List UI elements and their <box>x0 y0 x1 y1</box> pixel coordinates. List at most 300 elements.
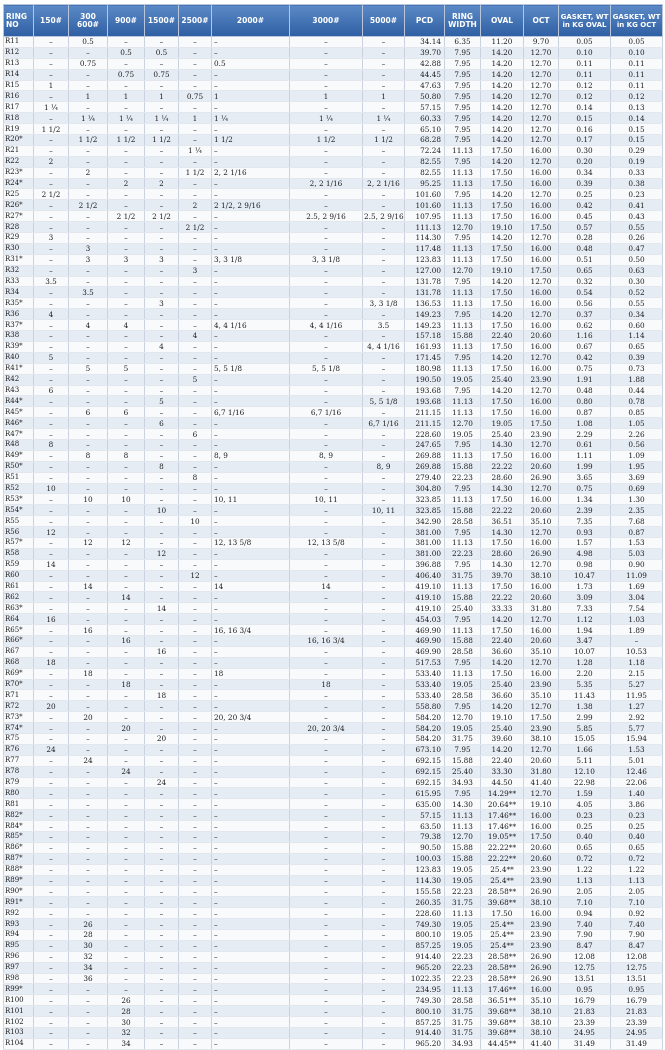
cell-oct: 23.90 <box>524 930 559 941</box>
cell-oct: 16.00 <box>524 625 559 636</box>
cell-class-2500: – <box>179 908 212 919</box>
cell-ring-width: 31.75 <box>445 1017 481 1028</box>
cell-oct: 38.10 <box>524 897 559 908</box>
cell-gasket-wt-oval: 0.20 <box>559 156 611 167</box>
cell-class-900: 4 <box>108 320 145 331</box>
cell-gasket-wt-oval: 0.40 <box>559 832 611 843</box>
cell-ring-no: R56 <box>4 527 34 538</box>
cell-pcd: 635.00 <box>405 799 445 810</box>
cell-gasket-wt-oct: 23.39 <box>611 1017 663 1028</box>
cell-class-5000: – <box>363 962 405 973</box>
cell-class-5000: – <box>363 995 405 1006</box>
cell-ring-no: R80 <box>4 788 34 799</box>
cell-class-5000: – <box>363 679 405 690</box>
cell-class-5000: – <box>363 592 405 603</box>
cell-gasket-wt-oct: 1.30 <box>611 494 663 505</box>
cell-class-3000: – <box>290 429 363 440</box>
cell-class-3000: 16, 16 3/4 <box>290 635 363 646</box>
cell-oval: 17.50 <box>481 625 524 636</box>
cell-class-900: – <box>108 886 145 897</box>
cell-class-150: – <box>34 287 69 298</box>
cell-class-3000: – <box>290 668 363 679</box>
cell-class-5000: – <box>363 37 405 48</box>
cell-gasket-wt-oct: 0.65 <box>611 842 663 853</box>
cell-ring-width: 7.95 <box>445 124 481 135</box>
cell-class-3000: – <box>290 930 363 941</box>
cell-class-300-600: – <box>69 418 108 429</box>
cell-class-2000: – <box>212 592 290 603</box>
cell-ring-no: R79 <box>4 777 34 788</box>
cell-oval: 14.20 <box>481 91 524 102</box>
cell-class-5000: – <box>363 243 405 254</box>
cell-pcd: 50.80 <box>405 91 445 102</box>
cell-class-900: – <box>108 734 145 745</box>
cell-class-1500: – <box>145 516 179 527</box>
cell-pcd: 406.40 <box>405 570 445 581</box>
cell-oval: 14.20 <box>481 352 524 363</box>
cell-ring-width: 7.95 <box>445 69 481 80</box>
table-row <box>4 135 663 146</box>
cell-class-150: – <box>34 178 69 189</box>
table-row <box>4 309 663 320</box>
cell-class-300-600: – <box>69 1038 108 1049</box>
table-row <box>4 625 663 636</box>
cell-oval: 17.50 <box>481 243 524 254</box>
cell-ring-no: R13 <box>4 58 34 69</box>
cell-pcd: 469.90 <box>405 646 445 657</box>
cell-oval: 28.58** <box>481 886 524 897</box>
cell-class-5000: – <box>363 864 405 875</box>
cell-class-5000: – <box>363 222 405 233</box>
cell-class-300-600: – <box>69 505 108 516</box>
cell-class-5000: – <box>363 930 405 941</box>
cell-gasket-wt-oval: 1.99 <box>559 461 611 472</box>
cell-class-2500: – <box>179 341 212 352</box>
cell-oval: 25.40 <box>481 429 524 440</box>
cell-class-5000: 2.5, 2 9/16 <box>364 211 404 221</box>
cell-gasket-wt-oval: 0.25 <box>559 189 611 200</box>
cell-class-150: – <box>34 494 69 505</box>
cell-class-900: 12 <box>108 537 145 548</box>
cell-class-3000: – <box>290 832 363 843</box>
cell-oval: 17.50 <box>481 341 524 352</box>
cell-class-150: – <box>34 407 69 418</box>
cell-class-2000: – <box>212 276 290 287</box>
cell-class-3000: – <box>290 875 363 886</box>
cell-oct: 12.70 <box>524 744 559 755</box>
cell-class-900: – <box>108 483 145 494</box>
cell-oct: 23.90 <box>524 919 559 930</box>
cell-ring-no: R62 <box>4 592 34 603</box>
cell-class-300-600: – <box>69 723 108 734</box>
cell-pcd: 44.45 <box>405 69 445 80</box>
cell-class-5000: – <box>363 603 405 614</box>
cell-class-900: 1 ¼ <box>108 113 145 124</box>
cell-oct: 17.50 <box>524 712 559 723</box>
cell-pcd: 100.03 <box>405 853 445 864</box>
cell-class-300-600: – <box>69 995 108 1006</box>
cell-pcd: 323.85 <box>405 494 445 505</box>
cell-class-900: – <box>108 755 145 766</box>
cell-class-3000: – <box>290 233 363 244</box>
cell-oct: 12.70 <box>524 47 559 58</box>
cell-class-1500: – <box>145 243 179 254</box>
cell-ring-no: R27* <box>4 211 34 222</box>
cell-class-2000: – <box>212 973 290 984</box>
cell-class-2500: – <box>179 614 212 625</box>
cell-pcd: 269.88 <box>405 450 445 461</box>
cell-class-150: 8 <box>34 439 69 450</box>
cell-oct: 12.70 <box>524 135 559 146</box>
cell-class-5000: – <box>363 712 405 723</box>
cell-ring-width: 7.95 <box>445 113 481 124</box>
cell-class-2000: – <box>212 821 290 832</box>
cell-class-900: – <box>108 919 145 930</box>
cell-ring-width: 19.05 <box>445 374 481 385</box>
cell-ring-no: R84* <box>4 821 34 832</box>
cell-gasket-wt-oval: 2.20 <box>559 668 611 679</box>
cell-class-300-600: – <box>69 385 108 396</box>
cell-class-2500: – <box>179 919 212 930</box>
cell-class-3000: – <box>290 799 363 810</box>
cell-ring-width: 6.35 <box>445 37 481 48</box>
cell-gasket-wt-oval: 1.94 <box>559 625 611 636</box>
cell-gasket-wt-oval: 0.34 <box>559 167 611 178</box>
cell-ring-no: R48 <box>4 439 34 450</box>
cell-gasket-wt-oval: 2.05 <box>559 886 611 897</box>
cell-class-3000: – <box>290 58 363 69</box>
cell-class-150: – <box>34 113 69 124</box>
cell-class-2500: – <box>179 723 212 734</box>
cell-class-300-600: – <box>69 908 108 919</box>
cell-ring-no: R22 <box>4 156 34 167</box>
cell-gasket-wt-oval: 0.28 <box>559 233 611 244</box>
cell-class-300-600: – <box>69 853 108 864</box>
cell-class-2000: – <box>212 690 290 701</box>
cell-gasket-wt-oct: 1.13 <box>611 875 663 886</box>
cell-class-3000: – <box>290 1006 363 1017</box>
header-2500: 2500# <box>179 5 212 37</box>
cell-class-2000: – <box>212 472 290 483</box>
cell-class-300-600: – <box>69 592 108 603</box>
cell-class-3000: – <box>290 37 363 48</box>
cell-ring-no: R99* <box>4 984 34 995</box>
cell-ring-no: R77 <box>4 755 34 766</box>
cell-class-1500: – <box>145 668 179 679</box>
cell-pcd: 101.60 <box>405 189 445 200</box>
cell-class-300-600: – <box>69 701 108 712</box>
cell-oval: 19.10 <box>481 222 524 233</box>
cell-class-1500: – <box>145 537 179 548</box>
cell-ring-width: 15.88 <box>445 331 481 342</box>
table-row <box>4 124 663 135</box>
cell-class-300-600: – <box>69 178 108 189</box>
cell-class-2500: – <box>179 396 212 407</box>
cell-class-900: – <box>108 222 145 233</box>
cell-gasket-wt-oval: 0.23 <box>559 810 611 821</box>
cell-gasket-wt-oval: 0.17 <box>559 135 611 146</box>
cell-class-1500: 10 <box>145 505 179 516</box>
cell-gasket-wt-oval: 0.12 <box>559 80 611 91</box>
cell-class-900: – <box>108 265 145 276</box>
table-row <box>4 58 663 69</box>
cell-oval: 44.45** <box>481 1038 524 1049</box>
cell-ring-no: R30 <box>4 243 34 254</box>
cell-class-2000: – <box>212 755 290 766</box>
cell-class-5000: – <box>363 951 405 962</box>
cell-oct: 12.70 <box>524 657 559 668</box>
cell-class-300-600: – <box>69 211 108 222</box>
header-1500: 1500# <box>145 5 179 37</box>
cell-ring-width: 14.30 <box>445 799 481 810</box>
cell-pcd: 117.48 <box>405 243 445 254</box>
cell-ring-width: 11.13 <box>445 200 481 211</box>
cell-oval: 22.22** <box>481 842 524 853</box>
cell-ring-no: R11 <box>4 37 34 48</box>
cell-class-2000: – <box>212 864 290 875</box>
cell-class-2500: – <box>179 973 212 984</box>
cell-ring-no: R35* <box>4 298 34 309</box>
cell-class-5000: – <box>363 331 405 342</box>
cell-oval: 19.10 <box>481 712 524 723</box>
cell-ring-no: R12 <box>4 47 34 58</box>
cell-pcd: 914.40 <box>405 1028 445 1039</box>
cell-gasket-wt-oct: 0.87 <box>611 527 663 538</box>
cell-oct: 20.60 <box>524 755 559 766</box>
cell-class-900: 30 <box>108 1017 145 1028</box>
cell-class-2000: – <box>212 47 290 58</box>
cell-ring-width: 7.95 <box>445 352 481 363</box>
cell-gasket-wt-oval: 4.98 <box>559 548 611 559</box>
cell-ring-no: R67 <box>4 646 34 657</box>
cell-ring-width: 11.13 <box>445 984 481 995</box>
cell-class-5000: – <box>363 821 405 832</box>
cell-class-2000: – <box>212 461 290 472</box>
cell-gasket-wt-oct: 0.92 <box>611 908 663 919</box>
cell-pcd: 47.63 <box>405 80 445 91</box>
table-row <box>4 1017 663 1028</box>
cell-gasket-wt-oct: 0.39 <box>611 352 663 363</box>
cell-class-300-600: – <box>69 842 108 853</box>
cell-class-150: – <box>34 712 69 723</box>
cell-class-2500: – <box>179 37 212 48</box>
cell-gasket-wt-oct: 10.53 <box>611 646 663 657</box>
cell-class-150: – <box>34 668 69 679</box>
cell-class-2000: – <box>212 418 290 429</box>
cell-class-1500: – <box>145 189 179 200</box>
cell-class-2000: – <box>212 886 290 897</box>
cell-class-2000: – <box>212 908 290 919</box>
cell-class-150: – <box>34 418 69 429</box>
cell-class-3000: – <box>290 222 363 233</box>
ring-joint-gasket-table <box>3 4 663 1050</box>
cell-ring-width: 19.05 <box>445 875 481 886</box>
table-row <box>4 450 663 461</box>
cell-ring-no: R41* <box>4 363 34 374</box>
cell-class-300-600: 3.5 <box>69 287 108 298</box>
cell-class-2500: – <box>179 407 212 418</box>
cell-class-900: 0.5 <box>108 47 145 58</box>
cell-class-150: – <box>34 548 69 559</box>
cell-oct: 16.00 <box>524 821 559 832</box>
cell-class-1500: – <box>145 842 179 853</box>
cell-class-1500: – <box>145 309 179 320</box>
cell-class-5000: – <box>363 614 405 625</box>
cell-ring-width: 11.13 <box>445 668 481 679</box>
cell-class-5000: – <box>363 80 405 91</box>
cell-gasket-wt-oval: 2.29 <box>559 429 611 440</box>
cell-gasket-wt-oct: 1.03 <box>611 614 663 625</box>
cell-gasket-wt-oct: 0.41 <box>611 200 663 211</box>
cell-class-2000: – <box>212 875 290 886</box>
cell-class-2500: – <box>179 537 212 548</box>
table-row <box>4 766 663 777</box>
cell-oct: 41.40 <box>524 777 559 788</box>
cell-gasket-wt-oval: 31.49 <box>559 1038 611 1049</box>
cell-pcd: 136.53 <box>405 298 445 309</box>
cell-gasket-wt-oct: 7.90 <box>611 930 663 941</box>
cell-pcd: 584.20 <box>405 712 445 723</box>
cell-class-3000: 2, 2 1/16 <box>290 178 363 189</box>
cell-class-900: – <box>108 461 145 472</box>
cell-class-3000: – <box>290 47 363 58</box>
cell-class-900: – <box>108 603 145 614</box>
cell-gasket-wt-oct: 1.14 <box>611 331 663 342</box>
cell-class-150: – <box>34 897 69 908</box>
cell-oct: 12.70 <box>524 91 559 102</box>
cell-gasket-wt-oval: 4.05 <box>559 799 611 810</box>
cell-gasket-wt-oval: 0.45 <box>559 211 611 222</box>
cell-class-3000: – <box>290 940 363 951</box>
cell-class-5000: – <box>363 973 405 984</box>
cell-pcd: 749.30 <box>405 995 445 1006</box>
cell-gasket-wt-oval: 0.48 <box>559 243 611 254</box>
cell-ring-no: R98 <box>4 973 34 984</box>
cell-pcd: 68.28 <box>405 135 445 146</box>
cell-ring-no: R23* <box>4 167 34 178</box>
cell-class-2500: – <box>179 581 212 592</box>
cell-gasket-wt-oct: 7.40 <box>611 919 663 930</box>
cell-gasket-wt-oct: 3.04 <box>611 592 663 603</box>
table-row <box>4 810 663 821</box>
cell-class-3000: 1 1/2 <box>290 135 363 146</box>
cell-class-150: 16 <box>34 614 69 625</box>
cell-class-2000: – <box>212 940 290 951</box>
cell-class-300-600: 20 <box>69 712 108 723</box>
cell-gasket-wt-oval: 1.22 <box>559 864 611 875</box>
cell-class-2000: – <box>212 156 290 167</box>
cell-class-2000: – <box>212 233 290 244</box>
cell-gasket-wt-oct: 0.12 <box>611 91 663 102</box>
cell-class-1500: – <box>145 581 179 592</box>
cell-oct: 16.00 <box>524 363 559 374</box>
cell-oct: 12.70 <box>524 527 559 538</box>
cell-gasket-wt-oct: 0.47 <box>611 243 663 254</box>
cell-class-2000: – <box>212 145 290 156</box>
cell-ring-no: R44* <box>4 396 34 407</box>
cell-ring-width: 19.05 <box>445 930 481 941</box>
cell-class-150: – <box>34 211 69 222</box>
cell-class-2500: – <box>179 58 212 69</box>
header-oval: OVAL <box>481 5 524 37</box>
cell-class-300-600: – <box>69 875 108 886</box>
cell-class-2000: – <box>212 1017 290 1028</box>
cell-class-2000: – <box>212 243 290 254</box>
cell-ring-width: 7.95 <box>445 80 481 91</box>
cell-class-300-600: – <box>69 788 108 799</box>
cell-gasket-wt-oct: 0.90 <box>611 559 663 570</box>
cell-class-3000: – <box>290 919 363 930</box>
cell-class-2000: – <box>212 777 290 788</box>
cell-class-150: – <box>34 1028 69 1039</box>
cell-ring-no: R40 <box>4 352 34 363</box>
cell-gasket-wt-oval: 21.83 <box>559 1006 611 1017</box>
cell-class-5000: 1 1/2 <box>363 135 405 146</box>
cell-oval: 14.20 <box>481 113 524 124</box>
cell-class-2000: 18 <box>212 668 290 679</box>
cell-gasket-wt-oct: 3.69 <box>611 472 663 483</box>
cell-oval: 22.22 <box>481 592 524 603</box>
cell-gasket-wt-oct: 0.19 <box>611 156 663 167</box>
cell-class-2000: – <box>212 766 290 777</box>
cell-class-5000: 5, 5 1/8 <box>363 396 405 407</box>
cell-class-300-600: – <box>69 429 108 440</box>
cell-ring-width: 19.05 <box>445 864 481 875</box>
cell-class-5000: – <box>363 842 405 853</box>
cell-pcd: 107.95 <box>405 211 445 222</box>
cell-ring-width: 15.88 <box>445 592 481 603</box>
cell-class-5000: – <box>363 832 405 843</box>
cell-oval: 17.50 <box>481 320 524 331</box>
cell-oval: 17.50 <box>481 211 524 222</box>
cell-gasket-wt-oval: 1.12 <box>559 614 611 625</box>
cell-oct: 23.90 <box>524 875 559 886</box>
cell-gasket-wt-oval: 0.11 <box>559 58 611 69</box>
cell-class-2500: – <box>179 788 212 799</box>
cell-pcd: 749.30 <box>405 919 445 930</box>
cell-oct: 20.60 <box>524 331 559 342</box>
cell-oct: 38.10 <box>524 1017 559 1028</box>
cell-gasket-wt-oval: 0.94 <box>559 908 611 919</box>
cell-class-1500: 14 <box>145 603 179 614</box>
cell-oval: 14.20 <box>481 58 524 69</box>
cell-class-300-600: – <box>69 646 108 657</box>
cell-class-5000: – <box>363 233 405 244</box>
header-gasket-wt-oct: GASKET, WT in KG OCT <box>611 5 663 37</box>
cell-ring-width: 15.88 <box>445 635 481 646</box>
cell-class-2000: – <box>212 189 290 200</box>
cell-ring-width: 15.88 <box>445 461 481 472</box>
cell-pcd: 193.68 <box>405 385 445 396</box>
cell-ring-no: R76 <box>4 744 34 755</box>
cell-class-900: 28 <box>108 1006 145 1017</box>
cell-gasket-wt-oct: 0.13 <box>611 102 663 113</box>
cell-pcd: 111.13 <box>405 222 445 233</box>
cell-gasket-wt-oval: 1.59 <box>559 788 611 799</box>
cell-class-2000: 12, 13 5/8 <box>212 537 290 548</box>
cell-class-1500: 1 ¼ <box>145 113 179 124</box>
cell-class-2000: – <box>212 396 290 407</box>
cell-class-5000: – <box>363 483 405 494</box>
cell-class-1500: – <box>145 222 179 233</box>
cell-class-1500: – <box>145 1006 179 1017</box>
cell-class-150: – <box>34 222 69 233</box>
cell-class-1500: 3 <box>145 298 179 309</box>
cell-class-300-600: – <box>69 886 108 897</box>
cell-ring-no: R72 <box>4 701 34 712</box>
cell-class-2500: – <box>179 603 212 614</box>
cell-oval: 39.68** <box>481 1006 524 1017</box>
